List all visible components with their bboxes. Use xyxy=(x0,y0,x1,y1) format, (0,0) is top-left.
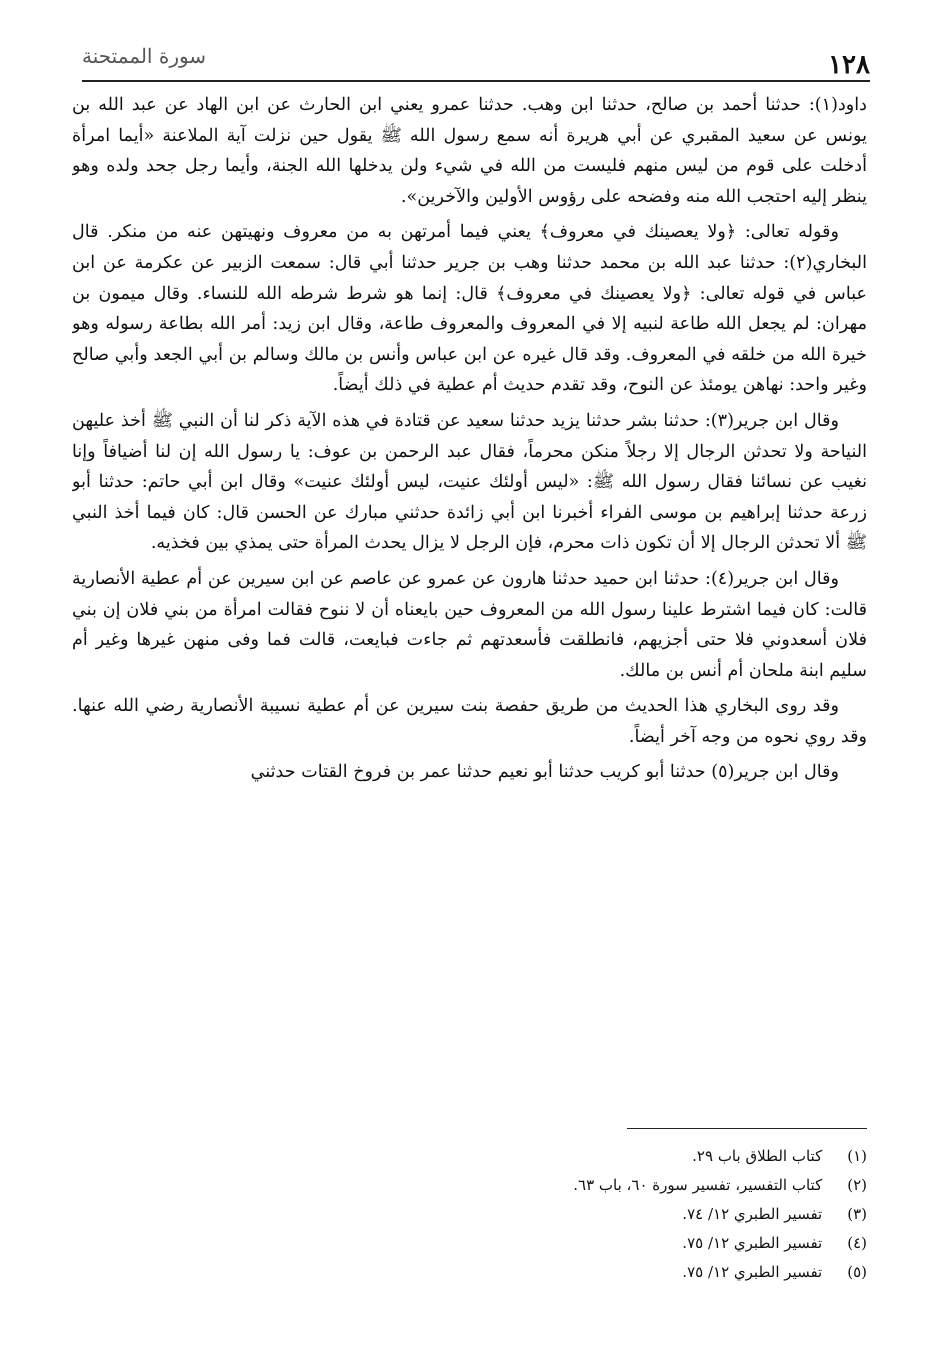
surah-title: سورة الممتحنة xyxy=(82,44,207,68)
page-number: ١٢٨ xyxy=(828,50,870,80)
footnotes xyxy=(67,1128,867,1328)
header-rule xyxy=(82,80,870,82)
footnote-rule xyxy=(627,1128,867,1129)
footnote-number: (١) xyxy=(847,1147,867,1165)
footnote-text: تفسير الطبري ١٢/ ٧٥. xyxy=(682,1234,823,1252)
paragraph: وقد روى البخاري هذا الحديث من طريق حفصة بنت سيرين عن أم عطية نسيبة الأنصارية رضي الله عنها. وقد روي نحوه من وجه آخر أيضاً. xyxy=(72,696,867,747)
footnote-list xyxy=(67,1142,867,1287)
footnote-item xyxy=(67,1142,867,1171)
footnote-number: (٢) xyxy=(847,1176,867,1194)
footnote-text: كتاب الطلاق باب ٢٩. xyxy=(692,1147,823,1165)
footnote-text: تفسير الطبري ١٢/ ٧٤. xyxy=(682,1205,823,1223)
paragraph: وقوله تعالى: ﴿ولا يعصينك في معروف﴾ يعني فيما أمرتهن به من معروف ونهيتهن عنه من منكر. قال البخاري(٢): حدثنا عبد الله بن محمد حدثنا وهب بن جرير حدثنا أبي قال: سمعت الزبير عن عكرمة عن ابن عباس في قوله تعالى: ﴿ولا يعصينك في معروف﴾ قال: إنما هو شرط شرطه الله للنساء. وقال ميمون بن مهران: لم يجعل الله طاعة لنبيه إلا في المعروف والمعروف طاعة، وقال ابن زيد: أمر الله بطاعة رسوله وهو خيرة الله من خلقه في المعروف. وقد قال غيره عن ابن عباس وأنس بن مالك وسالم بن أبي الجعد وأبي صالح وغير واحد: نهاهن يومئذ عن النوح، وقد تقدم حديث أم عطية في ذلك أيضاً. xyxy=(72,222,867,396)
paragraph: وقال ابن جرير(٥) حدثنا أبو كريب حدثنا أبو نعيم حدثنا عمر بن فروخ القتات حدثني xyxy=(250,762,839,783)
footnote-item xyxy=(67,1200,867,1229)
footnote-text: تفسير الطبري ١٢/ ٧٥. xyxy=(682,1263,823,1281)
paragraph: داود(١): حدثنا أحمد بن صالح، حدثنا ابن وهب. حدثنا عمرو يعني ابن الحارث عن ابن الهاد عن عبد الله بن يونس عن سعيد المقبري عن أبي هريرة أنه سمع رسول الله ﷺ يقول حين نزلت آية الملاعنة «أيما امرأة أدخلت على قوم من ليس منهم فليست من الله في شيء ولن يدخلها الله الجنة، وأيما رجل جحد ولده وهو ينظر إليه احتجب الله منه وفضحه على رؤوس الأولين والآخرين». xyxy=(72,95,867,207)
main-text xyxy=(72,90,867,1120)
footnote-item xyxy=(67,1258,867,1287)
paragraph: وقال ابن جرير(٣): حدثنا بشر حدثنا يزيد حدثنا سعيد عن قتادة في هذه الآية ذكر لنا أن النبي ﷺ أخذ عليهن النياحة ولا تحدثن الرجال إلا رجلاً منكن محرماً، فقال عبد الرحمن بن عوف: يا رسول الله إن لنا أضيافاً وإنا نغيب عن نسائنا فقال رسول الله ﷺ: «ليس أولئك عنيت، ليس أولئك عنيت» وقال ابن أبي حاتم: حدثنا أبو زرعة حدثنا إبراهيم بن موسى الفراء أخبرنا ابن أبي زائدة حدثني مبارك عن الحسن قال: كان فيما أخذ النبي ﷺ ألا تحدثن الرجال إلا أن تكون ذات محرم، فإن الرجل لا يزال يحدث المرأة حتى يمذي بين فخذيه. xyxy=(72,410,867,554)
footnote-text: كتاب التفسير، تفسير سورة ٦٠، باب ٦٣. xyxy=(573,1176,823,1194)
footnote-number: (٣) xyxy=(847,1205,867,1223)
page-header xyxy=(82,40,870,88)
footnote-number: (٥) xyxy=(847,1263,867,1281)
paragraph: وقال ابن جرير(٤): حدثنا ابن حميد حدثنا هارون عن عمرو عن عاصم عن ابن سيرين عن أم عطية الأنصارية قالت: كان فيما اشترط علينا رسول الله من المعروف حين بايعناه أن لا ننوح فقالت امرأة من بني فلان إن بني فلان أسعدوني فلا حتى أجزيهم، فانطلقت فأسعدتهم ثم جاءت فبايعت، قالت فما وفى منهن غيرها وغير أم سليم ابنة ملحان أم أنس بن مالك. xyxy=(72,568,867,681)
footnote-item xyxy=(67,1171,867,1200)
footnote-item xyxy=(67,1229,867,1258)
footnote-number: (٤) xyxy=(847,1234,867,1252)
